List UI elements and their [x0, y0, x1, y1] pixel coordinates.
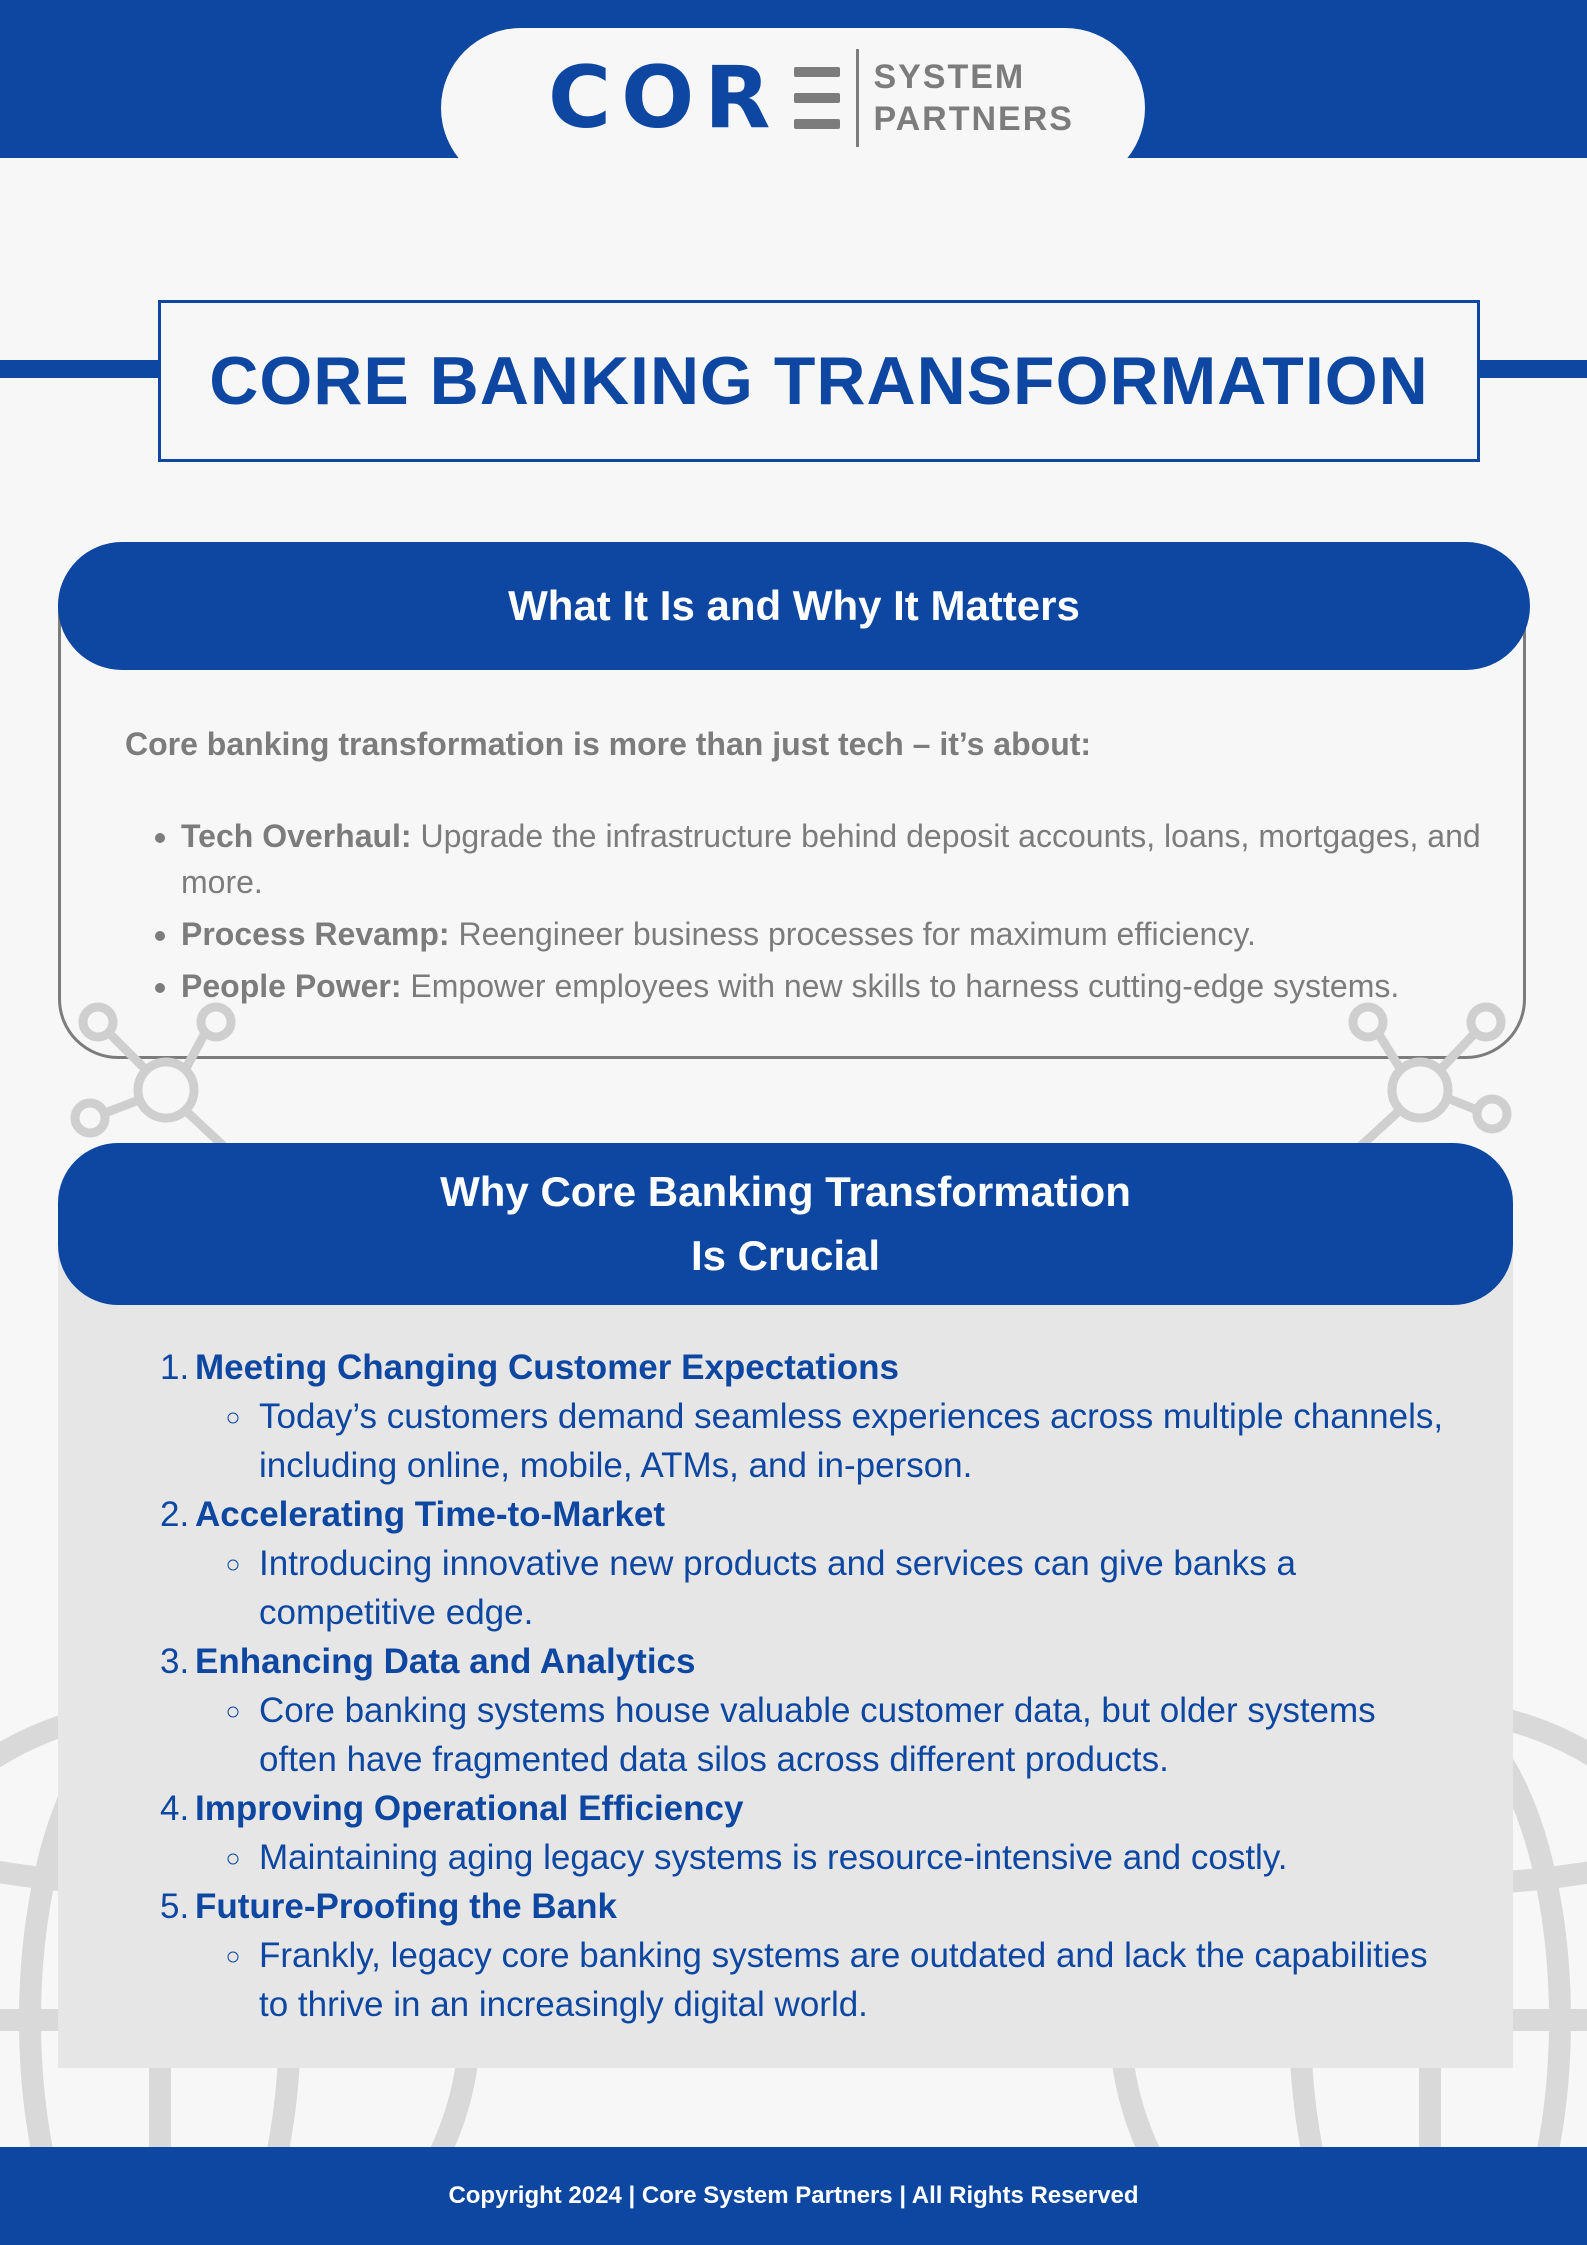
- item-label: People Power:: [181, 968, 402, 1004]
- item-detail: ◦ Today’s customers demand seamless experiences across multiple channels, including online, mobile, ATMs, and in-person.: [255, 1392, 1460, 1490]
- why-crucial-heading-line-1: Why Core Banking Transformation: [440, 1168, 1131, 1215]
- company-logo: [548, 46, 1074, 150]
- item-detail: ◦ Core banking systems house valuable customer data, but older systems often have fragmented data silos across different products.: [255, 1686, 1460, 1784]
- what-it-is-list: [125, 813, 1541, 1015]
- item-detail-list: [195, 1833, 1460, 1882]
- what-it-is-heading: What It Is and Why It Matters: [508, 582, 1080, 629]
- item-number: 3.: [160, 1642, 190, 1681]
- item-text: Empower employees with new skills to harness cutting-edge systems.: [410, 968, 1400, 1004]
- page-title: CORE BANKING TRANSFORMATION: [209, 343, 1429, 419]
- copyright-text: Copyright 2024 | Core System Partners | All Rights Reserved: [448, 2182, 1139, 2209]
- logo-core-text: COR: [548, 48, 781, 148]
- item-label: Tech Overhaul:: [181, 818, 412, 854]
- item-number: 4.: [160, 1789, 190, 1828]
- list-item: [181, 911, 1541, 957]
- logo-e-bars-icon: [794, 67, 840, 129]
- item-detail: ◦ Maintaining aging legacy systems is resource-intensive and costly.: [255, 1833, 1460, 1882]
- item-detail-list: [195, 1686, 1460, 1784]
- logo-subtitle: [873, 56, 1074, 140]
- list-item: [160, 1784, 1460, 1882]
- list-item: [160, 1490, 1460, 1637]
- item-title: Meeting Changing Customer Expectations: [195, 1348, 899, 1387]
- item-title: Future-Proofing the Bank: [195, 1887, 617, 1926]
- item-detail-list: [195, 1539, 1460, 1637]
- list-item: [160, 1637, 1460, 1784]
- item-detail-list: [195, 1392, 1460, 1490]
- item-title: Accelerating Time-to-Market: [195, 1495, 666, 1534]
- item-number: 1.: [160, 1348, 190, 1387]
- item-text: Reengineer business processes for maximum efficiency.: [458, 916, 1256, 952]
- item-title: Improving Operational Efficiency: [195, 1789, 744, 1828]
- logo-line-1: SYSTEM: [873, 58, 1026, 96]
- item-label: Process Revamp:: [181, 916, 450, 952]
- item-text: Upgrade the infrastructure behind deposit accounts, loans, mortgages, and more.: [181, 818, 1481, 900]
- item-number: 2.: [160, 1495, 190, 1534]
- list-item: [181, 813, 1541, 905]
- why-crucial-list: [160, 1343, 1460, 2029]
- item-detail-list: [195, 1931, 1460, 2029]
- why-crucial-heading-bar: [58, 1143, 1513, 1305]
- what-it-is-heading-bar: [58, 542, 1530, 670]
- list-item: [160, 1882, 1460, 2029]
- item-detail: ◦ Introducing innovative new products and services can give banks a competitive edge.: [255, 1539, 1460, 1637]
- item-title: Enhancing Data and Analytics: [195, 1642, 696, 1681]
- list-item: [160, 1343, 1460, 1490]
- what-it-is-intro: Core banking transformation is more than just tech – it’s about:: [125, 726, 1092, 762]
- page-title-box: [158, 300, 1480, 462]
- item-detail: ◦ Frankly, legacy core banking systems are outdated and lack the capabilities to thrive in an increasingly digital world.: [255, 1931, 1460, 2029]
- item-number: 5.: [160, 1887, 190, 1926]
- logo-line-2: PARTNERS: [873, 100, 1074, 138]
- why-crucial-heading-line-2: Is Crucial: [690, 1232, 881, 1279]
- logo-divider: [856, 49, 859, 147]
- footer-bar: [0, 2147, 1587, 2245]
